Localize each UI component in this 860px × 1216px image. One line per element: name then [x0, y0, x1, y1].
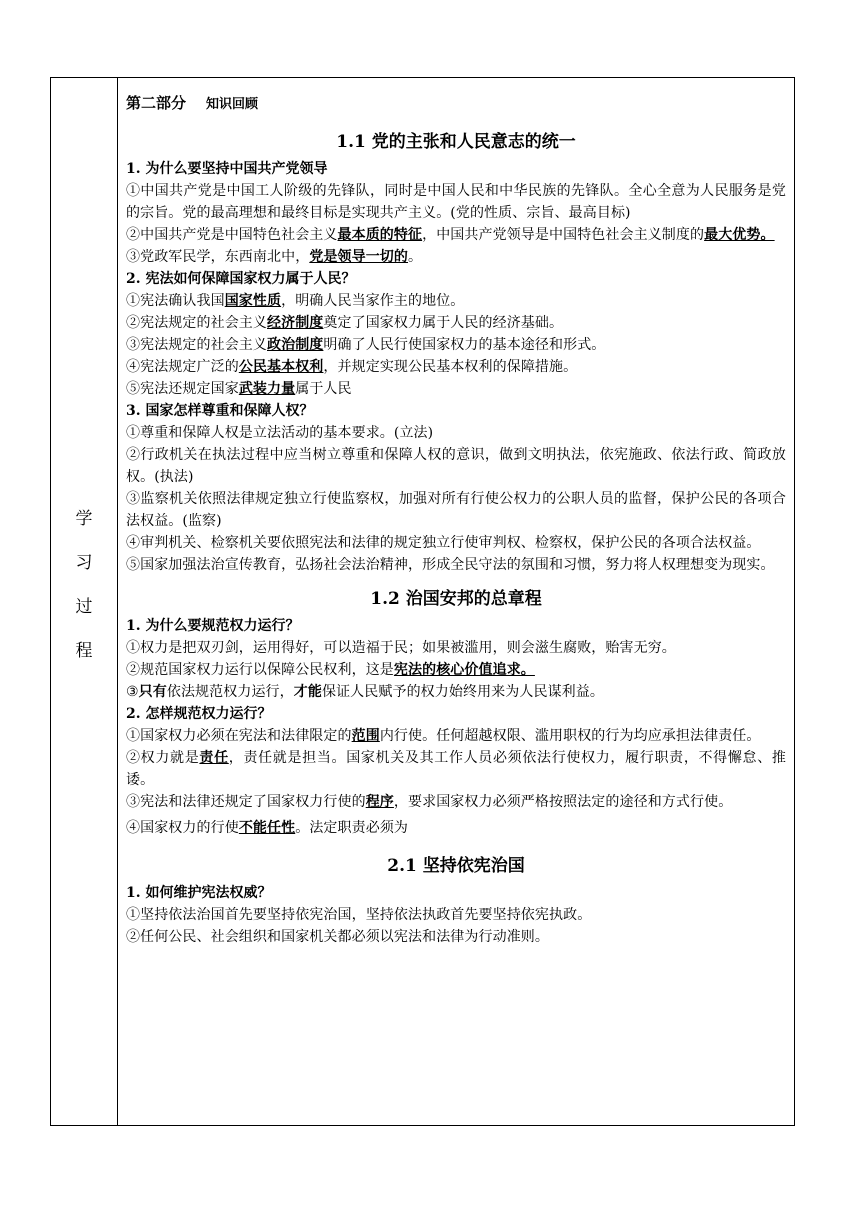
key-term: 责任 [199, 750, 229, 766]
text-run: ②权力就是 [126, 750, 200, 766]
answer-line [126, 681, 786, 703]
text-run: ，责任就是担当。国家机关及其工作人员必须依法行使权力，履行职责，不得懈怠、推诿。 [126, 750, 786, 788]
text-run: ③宪法规定的社会主义 [126, 337, 267, 353]
text-run: ⑤宪法还规定国家 [126, 381, 239, 397]
answer-line: ③监察机关依照法律规定独立行使监察权，加强对所有行使公权力的公职人员的监督，保护公民的各项合法权益。(监察) [126, 491, 786, 529]
answer-line [126, 791, 786, 813]
answer-line [126, 290, 786, 312]
key-term: 不能任性 [238, 820, 296, 836]
text-run: 内行使。任何超越权限、滥用职权的行为均应承担法律责任。 [379, 728, 761, 744]
answer-line [126, 224, 786, 246]
part-heading [126, 92, 786, 113]
answer-line: ⑤国家加强法治宣传教育，弘扬社会法治精神，形成全民守法的氛围和习惯，努力将人权理想变为现实。 [126, 557, 775, 573]
key-term: 范围 [351, 728, 380, 744]
side-char: 过 [75, 596, 93, 617]
section-title: 1.1 党的主张和人民意志的统一 [336, 132, 576, 152]
answer-line [126, 378, 786, 400]
key-term: 政治制度 [267, 337, 324, 353]
answer-line [126, 334, 786, 356]
answer-line: ②任何公民、社会组织和国家机关都必须以宪法和法律为行动准则。 [126, 929, 549, 945]
key-term: 党是领导一切的 [309, 249, 409, 265]
key-term: 武装力量 [238, 381, 296, 397]
answer-line [126, 312, 786, 334]
answer-line [126, 725, 786, 747]
answer-line: ①中国共产党是中国工人阶级的先锋队，同时是中国人民和中华民族的先锋队。全心全意为人民服务是党的宗旨。党的最高理想和最终目标是实现共产主义。(党的性质、宗旨、最高目标) [126, 183, 786, 221]
section-title: 1.2 治国安邦的总章程 [370, 589, 542, 609]
text-run: ，并规定实现公民基本权利的保障措施。 [323, 359, 578, 375]
text-run: ③宪法和法律还规定了国家权力行使的 [126, 794, 366, 810]
key-word: 只有 [138, 684, 167, 700]
text-run: ③党政军民学，东西南北中， [126, 249, 310, 265]
answer-line: ②行政机关在执法过程中应当树立尊重和保障人权的意识，做到文明执法，依宪施政、依法行政、简政放权。(执法) [126, 447, 786, 485]
text-run: 依法规范权力运行， [166, 684, 294, 700]
side-column [51, 78, 118, 1125]
answer-line [126, 659, 786, 681]
study-table [50, 77, 795, 1126]
text-run: 明确了人民行使国家权力的基本途径和形式。 [323, 337, 606, 353]
text-run: 属于人民 [295, 381, 352, 397]
answer-line: ④审判机关、检察机关要依照宪法和法律的规定独立行使审判权、检察权，保护公民的各项合法权益。 [126, 535, 761, 551]
text-run: 。法定职责必须为 [295, 820, 409, 836]
answer-line [126, 356, 786, 378]
part-subtitle: 知识回顾 [206, 97, 259, 112]
side-label [76, 497, 93, 673]
key-term: 经济制度 [267, 315, 324, 331]
answer-line [126, 246, 786, 268]
text-run: ③ [126, 684, 139, 700]
text-run: 。 [408, 249, 423, 265]
text-run: 奠定了国家权力属于人民的经济基础。 [323, 315, 564, 331]
text-run: ①国家权力必须在宪法和法律限定的 [126, 728, 352, 744]
side-char: 程 [75, 640, 93, 661]
text-run: ④宪法规定广泛的 [126, 359, 239, 375]
section-title: 2.1 坚持依宪治国 [387, 856, 525, 876]
answer-line [126, 747, 786, 791]
text-run: ①宪法确认我国 [126, 293, 225, 309]
text-run: ②中国共产党是中国特色社会主义 [126, 227, 338, 243]
question-heading: 1. 为什么要规范权力运行？ [126, 618, 300, 634]
text-run: ④国家权力的行使 [126, 820, 239, 836]
answer-line: ①权力是把双刃剑，运用得好，可以造福于民；如果被滥用，则会滋生腐败，贻害无穷。 [126, 640, 676, 656]
text-run: ②规范国家权力运行以保障公民权利，这是 [126, 662, 394, 678]
question-heading: 2. 怎样规范权力运行？ [126, 706, 272, 722]
key-term: 最本质的特征 [337, 227, 423, 243]
key-term: 程序 [365, 794, 394, 810]
question-heading: 3. 国家怎样尊重和保障人权？ [126, 403, 314, 419]
key-term: 宪法的核心价值追求。 [393, 662, 535, 678]
answer-line: ①尊重和保障人权是立法活动的基本要求。(立法) [126, 425, 434, 441]
question-heading: 1. 为什么要坚持中国共产党领导 [126, 161, 328, 177]
text-run: 保证人民赋予的权力始终用来为人民谋利益。 [321, 684, 604, 700]
answer-line [126, 817, 786, 839]
text-run: ，要求国家权力必须严格按照法定的途径和方式行使。 [393, 794, 733, 810]
key-term: 最大优势。 [704, 227, 775, 243]
text-run: ，明确人民当家作主的地位。 [281, 293, 465, 309]
question-heading: 2. 宪法如何保障国家权力属于人民？ [126, 271, 356, 287]
key-term: 国家性质 [224, 293, 282, 309]
key-word: 才能 [293, 684, 322, 700]
text-run: ②宪法规定的社会主义 [126, 315, 267, 331]
question-heading: 1. 如何维护宪法权威？ [126, 885, 272, 901]
side-char: 学 [75, 508, 93, 529]
side-char: 习 [75, 552, 93, 573]
content-column [118, 78, 794, 1125]
part-title: 第二部分 [126, 94, 187, 112]
text-run: ，中国共产党领导是中国特色社会主义制度的 [422, 227, 705, 243]
answer-line: ①坚持依法治国首先要坚持依宪治国，坚持依法执政首先要坚持依宪执政。 [126, 907, 592, 923]
key-term: 公民基本权利 [238, 359, 324, 375]
